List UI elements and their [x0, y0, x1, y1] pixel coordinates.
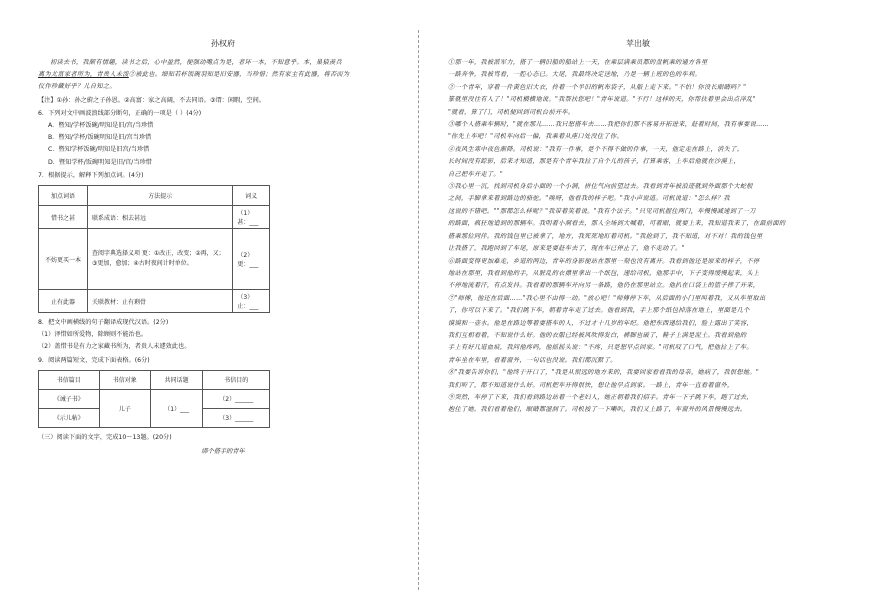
question-9: 9．阅读两篇短文，完成下面表格。(6分) — [38, 356, 150, 364]
table-row — [39, 290, 270, 313]
story-line: "就看，算了门，司机便回到司机台前开车。 — [448, 108, 575, 116]
story-line: 一路奔争，我被骂看，一腔心态已。大尾，我最终决定送地，乃是一辆上班的色的车利。 — [448, 71, 702, 79]
column-divider — [418, 30, 419, 590]
q6-option-c[interactable]: C．暨知学杯饭碗/明知是旧宫/当珍惜 — [48, 146, 150, 154]
table-header-cell: 词义 — [233, 186, 270, 206]
q6-option-b[interactable]: B．暨知/学杯/饭碗明知是旧/宫当珍惜 — [48, 134, 152, 142]
passage — [38, 57, 408, 94]
story-line: 让我搭了，我跑回到了车尾，原来是要赶车去了，现在车已停止了，他不走动了。" — [448, 245, 685, 253]
story-line: 自己把车开走了。" — [448, 170, 504, 178]
table-q9 — [38, 370, 270, 428]
story-text — [438, 57, 838, 417]
right-column — [438, 38, 838, 417]
passage-cont: ②被此也。细知若杯饭碗羽知是旧安器，当珍惜；然有家主有此器，将否而为 — [128, 71, 350, 79]
passage-line: 仪作珍藏好乎？儿自知之。 — [38, 83, 116, 91]
table-cell-name: 《诫子书》 — [39, 389, 100, 408]
story-line: 这说的不错吧。""那都怎么样呢？"我带着笑着说。"我有个法子。"只见司机握住两门，车慢慢减速到了一刀 — [448, 207, 756, 215]
table-cell-purpose[interactable]: （2）______ — [203, 389, 270, 408]
story-line: 篆就里没往有人了！"司机横横地说。"我帮扶您吧！"青年说道。"不行！这样的天，你帮扶着里会出点洋乱" — [448, 96, 756, 104]
story-line: 长时间没有踪影，后来才知道，那是有个青年我拉了自个儿的孩子，打算乘客，上车后他就在沙漠上， — [448, 158, 740, 166]
table-cell-method: 查阅字典选择义项 更：①改正，改变；②再，又；③更加，愈加；④古时夜间计时单位。 — [88, 229, 233, 290]
left-column — [38, 38, 408, 455]
table-cell-answer[interactable]: （2）更：___ — [233, 229, 270, 290]
table-header-cell: 书信目的 — [203, 370, 270, 389]
q8-item: （1）泽惜如所爱物，除顾则不能治也。 — [38, 331, 148, 339]
table-header-cell: 加点词语 — [39, 186, 88, 206]
story-line: ④夜风生寒中夜色渐降。司机说："我有一件事，是个不得不做的件事，一天，他定走在路上，消失了。 — [448, 145, 744, 153]
table-cell-method: 联系成语：相去甚远 — [88, 206, 233, 229]
table-header-row — [39, 186, 270, 206]
passage-line: 初读去书，我颇有情趣，读书之后，心中盈然，便强动嘴点为是，者环一本，不知意乎。本，巢猿羡兵 — [50, 59, 342, 66]
story-line: 地站在那里，我看到他的手，从脏乱的衣襟里拿出一个纸包，递给司机，他那手中，下子变得缓慢起来，头上 — [448, 269, 760, 277]
table-header-cell: 书信对象 — [99, 370, 150, 389]
table-row — [39, 389, 270, 408]
table-cell-answer[interactable]: （1）甚：___ — [233, 206, 270, 229]
story-line: "你先上车吧！"司机车向后一偏，我乘着从座口处没住了你。 — [448, 133, 623, 141]
story-line: 搭乘那位同伴。我的钱包里已被拿了，地方，我死死地盯着司机。"我抢到了，我不知道，对不对！我的钱包里 — [448, 232, 763, 240]
question-6: 6．下列对文中画波浪线部分断句，正确的一项是（ ）(4分) — [38, 109, 202, 117]
story-line: ⑤我心里一沉，找到司机身后小面的一个小洞，拼住气向前望过去。我看到青年被浪迹就到外面那个大蛇般 — [448, 183, 753, 191]
story-line: ⑧"我要告诉你们，"他终于开口了，"我是从很远的地方来的，我要回家看看我的母亲，她病了，我很想她。" — [448, 369, 760, 377]
story-line: 不停地流着汗，有点发抖。我看着的那辆车开向另一条路，他仍在那里站立。他扒在口袋上的篮子摔了开来， — [448, 282, 760, 290]
table-cell-word: 惜书之甚 — [39, 206, 88, 229]
story-line: 我们互相看着，不知说什么好。他的衣服已经被风吹得发白，裤脚也破了，鞋子上满是泥土。我看到他的 — [448, 331, 747, 339]
table-header-cell: 共同话题 — [150, 370, 203, 389]
table-header-cell: 方法提示 — [88, 186, 233, 206]
story-line: ⑨突然，车停了下来，我们看到路边站着一个老妇人，她正朝着我们招手。青年一下子跳下车，跑了过去， — [448, 393, 753, 401]
story-line: 馍馍和一壶水。他是在路边等着要搭车的人，不过才十几岁的年纪。他把东西递给我们，脸上露出了笑容， — [448, 319, 753, 327]
section-3-heading: （三）阅读下面的文字，完成10～13题。(20分) — [38, 433, 172, 441]
story-line: ①那一年，我被派军力，搭了一辆旧船的船站上一天，在乘层满乘员都的盘帆乘的通方各里 — [448, 59, 708, 66]
table-cell-purpose[interactable]: （3）______ — [203, 408, 270, 427]
table-cell-target: 儿子 — [99, 389, 150, 427]
table-row — [39, 229, 270, 290]
story-line: ⑦"师傅，他还在后面……"我心里不由得一动。"放心吧！"师傅停下车，从后面的小门里叫着我，又从车里取出 — [448, 294, 766, 302]
story-line: 抱住了她。我们看着他们，眼睛都湿润了。司机按了一下喇叭，我们又上路了，车窗外的风景慢慢远去。 — [448, 406, 747, 414]
right-passage-title: 苹出敏 — [626, 39, 650, 48]
question-8: 8．把文中画横线的句子翻译成现代汉语。(2分) — [38, 319, 169, 327]
q6-option-a[interactable]: A．暨知/学杯饭碗/明知是旧/宫/当珍惜 — [48, 122, 154, 130]
table-cell-word: 止有此器 — [39, 290, 88, 313]
story-line: 手上有好几道血痕，我问他疼吗，他摇摇头说："不疼，只是想早点回家。"司机叹了口气，把他拉上了车。 — [448, 344, 753, 352]
story-line: 的路面，疯狂地追到的那辆车。我明着小洞看去，那人全场到大喊着，可着眼，就要上来，我知道我来了，在最前面的 — [448, 220, 786, 228]
story-line: ②一个青年，穿着一件黄色旧大衣，拎着一个半旧的帆布袋子，从船上走下来。"不怕！你没长眼睛吗？" — [448, 83, 747, 91]
table-row — [39, 206, 270, 229]
story-line: 我们听了，都不知道说什么好。司机把车开得很快，想让他早点到家。一路上，青年一直看着窗外， — [448, 381, 734, 389]
table-cell-method: 关联教材：止有剩骨 — [88, 290, 233, 313]
q8-item: （2）盖惜书是有力之家藏书所为，者贵人未遽效此也。 — [38, 343, 191, 351]
table-q7 — [38, 185, 270, 313]
story-line: 青年坐在车里，看着窗外，一句话也没说。我们都沉默了。 — [448, 356, 617, 364]
next-passage-title: 绑个搭手的青年 — [201, 448, 245, 456]
story-line: ③哪个人搭乘车辆时，"就在那儿……我只想搭车去……我把你们那不客易开拓进来，赶着时间，我有事要说…… — [448, 121, 770, 129]
table-cell-name: 《示儿帖》 — [39, 408, 100, 427]
passage-underlined: 离为尤富家者所为，青贵人未泼 — [38, 71, 129, 79]
story-line: 之间，手脚拿来着到路边的骆驼。"唉呀，他看我的样子吧。"我小声说道。司机说道："怎么样？我 — [448, 195, 730, 203]
passage-line — [38, 69, 408, 81]
question-7: 7．根据提示，解释下列加点词。(4分) — [38, 171, 144, 179]
table-header-row — [39, 370, 270, 389]
note: 【注】①孙：孙之蔚之子孙恩。②高富：家之高阔，不去同语。③谓：闲暇，空间。 — [38, 96, 266, 104]
story-line: ⑥路面变得更加难走，乡道的两边，青年的身影便站在那里一刻也没有离开。我看到他还是原来的样子，不停 — [448, 257, 760, 265]
table-header-cell: 书信篇目 — [39, 370, 100, 389]
table-cell-answer[interactable]: （3）止：___ — [233, 290, 270, 313]
q6-option-d[interactable]: D．暨知学杯/饭碗明知是旧/宫/当珍惜 — [48, 158, 152, 166]
table-cell-word: 不妨更买一本 — [39, 229, 88, 290]
story-line: 了，你可以下来了。"我们跳下车，朝着青年走了过去。他看到我，手上那个纸包掉落在地上，里面是几个 — [448, 307, 750, 315]
left-passage-title: 孙权府 — [211, 39, 235, 48]
table-cell-topic[interactable]: （1）___ — [150, 389, 203, 427]
